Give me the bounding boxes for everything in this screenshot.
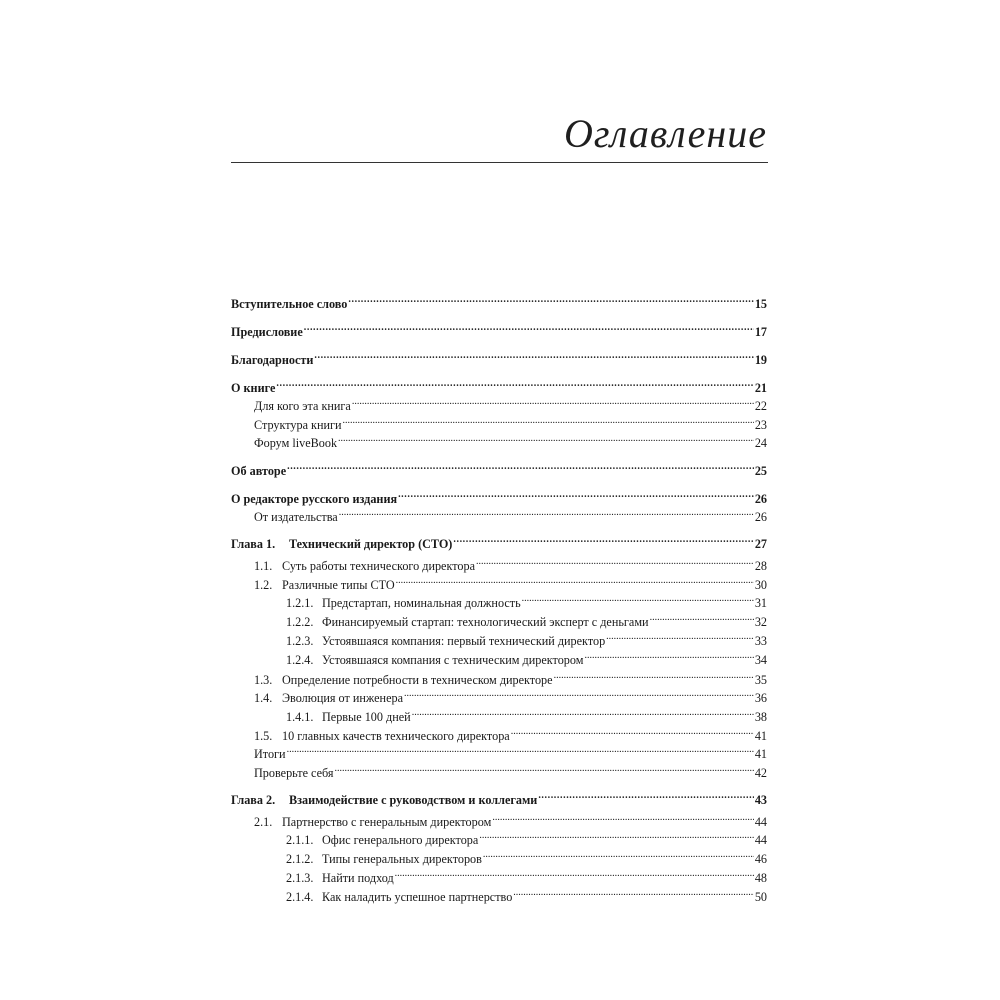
toc-entry-number: 2.1.1. <box>286 833 314 847</box>
toc-entry-page-number: 32 <box>754 615 767 629</box>
toc-leader-dots <box>276 374 753 392</box>
toc-entry-page-number: 23 <box>754 418 767 432</box>
toc-entry-label: О редакторе русского издания <box>231 492 398 506</box>
toc-entry-page-number: 42 <box>754 766 767 780</box>
toc-leader-dots <box>343 411 754 429</box>
toc-entry-label: Партнерство с генеральным директором <box>282 815 492 829</box>
toc-entry <box>286 845 767 866</box>
toc-entry-page-number: 38 <box>754 710 767 724</box>
toc-leader-dots <box>606 627 754 645</box>
toc-leader-dots <box>339 503 754 521</box>
toc-entry-page-number: 21 <box>754 381 767 395</box>
toc-entry <box>254 571 767 592</box>
toc-entry <box>254 429 767 450</box>
toc-entry-label: Устоявшаяся компания с техническим директором <box>322 653 584 667</box>
toc-entry <box>254 411 767 432</box>
toc-leader-dots <box>483 845 754 863</box>
toc-entry-page-number: 36 <box>754 691 767 705</box>
toc-leader-dots <box>335 759 754 777</box>
table-of-contents <box>231 0 767 1000</box>
toc-entry-page-number: 50 <box>754 890 767 904</box>
toc-entry <box>231 346 767 367</box>
toc-entry <box>231 318 767 339</box>
toc-entry-page-number: 22 <box>754 399 767 413</box>
toc-leader-dots <box>584 646 753 664</box>
toc-entry <box>254 666 767 687</box>
toc-entry-number: 2.1. <box>254 815 273 829</box>
toc-entry <box>254 759 767 780</box>
toc-entry-label: Устоявшаяся компания: первый технический директор <box>322 634 606 648</box>
toc-entry-page-number: 25 <box>754 464 767 478</box>
toc-leader-dots <box>287 457 754 475</box>
toc-entry-label: Предисловие <box>231 325 303 339</box>
toc-entry-label: 10 главных качеств технического директора <box>282 729 510 743</box>
toc-entry-label: Определение потребности в техническом директоре <box>282 673 553 687</box>
toc-entry-label: О книге <box>231 381 276 395</box>
toc-entry-page-number: 19 <box>754 353 767 367</box>
toc-entry-label: Финансируемый стартап: технологический эксперт с деньгами <box>322 615 649 629</box>
toc-entry-label: Различные типы CTO <box>282 578 395 592</box>
toc-entry-label: Предстартап, номинальная должность <box>322 596 521 610</box>
toc-entry-page-number: 17 <box>754 325 767 339</box>
toc-entry <box>231 457 767 478</box>
toc-entry-page-number: 31 <box>754 596 767 610</box>
toc-leader-dots <box>304 318 754 336</box>
toc-entry-number: 1.2.4. <box>286 653 314 667</box>
toc-entry-page-number: 44 <box>754 833 767 847</box>
toc-entry <box>286 646 767 667</box>
toc-entry <box>254 740 767 761</box>
toc-leader-dots <box>314 346 753 364</box>
toc-entry-page-number: 26 <box>754 510 767 524</box>
toc-entry <box>286 826 767 847</box>
toc-entry-label: Технический директор (CTO) <box>289 537 453 551</box>
toc-entry-number: 2.1.4. <box>286 890 314 904</box>
toc-entry-label: Типы генеральных директоров <box>322 852 482 866</box>
toc-entry-number: 1.2. <box>254 578 273 592</box>
toc-entry-label: Офис генерального директора <box>322 833 479 847</box>
toc-entry-number: Глава 1. <box>231 537 276 551</box>
page-title: Оглавление <box>563 111 767 156</box>
toc-entry-page-number: 26 <box>754 492 767 506</box>
toc-entry-label: Форум liveBook <box>254 436 338 450</box>
toc-entry-number: 2.1.2. <box>286 852 314 866</box>
toc-entry <box>231 786 767 807</box>
toc-leader-dots <box>476 552 754 570</box>
toc-leader-dots <box>479 826 754 844</box>
toc-leader-dots <box>395 864 754 882</box>
toc-leader-dots <box>522 589 754 607</box>
toc-entry-page-number: 30 <box>754 578 767 592</box>
toc-leader-dots <box>538 786 754 804</box>
toc-entry <box>254 392 767 413</box>
toc-leader-dots <box>338 429 754 447</box>
toc-entry-number: 2.1.3. <box>286 871 314 885</box>
toc-leader-dots <box>492 808 754 826</box>
toc-entry-number: 1.2.1. <box>286 596 314 610</box>
toc-entry-page-number: 33 <box>754 634 767 648</box>
toc-leader-dots <box>412 703 754 721</box>
toc-entry-page-number: 24 <box>754 436 767 450</box>
toc-entry-number: 1.2.3. <box>286 634 314 648</box>
toc-entry-label: Первые 100 дней <box>322 710 411 724</box>
toc-entry <box>286 608 767 629</box>
toc-entry <box>231 290 767 311</box>
toc-entry-label: Благодарности <box>231 353 314 367</box>
toc-entry-label: Вступительное слово <box>231 297 348 311</box>
toc-entry <box>286 864 767 885</box>
toc-entry-label: Суть работы технического директора <box>282 559 475 573</box>
toc-entry-label: Для кого эта книга <box>254 399 351 413</box>
toc-entry-page-number: 41 <box>754 747 767 761</box>
toc-entry-page-number: 46 <box>754 852 767 866</box>
toc-entry <box>286 589 767 610</box>
toc-entry-page-number: 35 <box>754 673 767 687</box>
toc-leader-dots <box>453 530 753 548</box>
toc-entry-number: 1.4. <box>254 691 273 705</box>
toc-entry-page-number: 34 <box>754 653 767 667</box>
toc-entry <box>286 883 767 904</box>
toc-entry-number: 1.1. <box>254 559 273 573</box>
toc-leader-dots <box>396 571 754 589</box>
toc-entry-page-number: 27 <box>754 537 767 551</box>
toc-leader-dots <box>511 722 754 740</box>
toc-entry-label: Как наладить успешное партнерство <box>322 890 513 904</box>
toc-leader-dots <box>352 392 754 410</box>
toc-leader-dots <box>404 684 754 702</box>
toc-entry-number: 1.4.1. <box>286 710 314 724</box>
toc-entry <box>286 703 767 724</box>
toc-entry <box>254 684 767 705</box>
toc-entry-label: Проверьте себя <box>254 766 334 780</box>
toc-leader-dots <box>348 290 753 308</box>
toc-entry-label: Эволюция от инженера <box>282 691 403 705</box>
toc-entry-label: Об авторе <box>231 464 287 478</box>
toc-leader-dots <box>398 485 754 503</box>
toc-entry-number: Глава 2. <box>231 793 276 807</box>
toc-entry-number: 1.3. <box>254 673 273 687</box>
toc-entry <box>254 722 767 743</box>
toc-leader-dots <box>287 740 754 758</box>
toc-entry <box>286 627 767 648</box>
toc-entry-label: Взаимодействие с руководством и коллегами <box>289 793 538 807</box>
toc-entry-page-number: 44 <box>754 815 767 829</box>
toc-entry-page-number: 48 <box>754 871 767 885</box>
toc-entry-number: 1.2.2. <box>286 615 314 629</box>
toc-entry-page-number: 41 <box>754 729 767 743</box>
toc-entry-page-number: 15 <box>754 297 767 311</box>
toc-entry <box>254 808 767 829</box>
toc-entry-label: Структура книги <box>254 418 342 432</box>
toc-leader-dots <box>650 608 754 626</box>
toc-leader-dots <box>513 883 754 901</box>
toc-entry <box>254 503 767 524</box>
toc-entry-label: От издательства <box>254 510 338 524</box>
toc-entry-page-number: 28 <box>754 559 767 573</box>
toc-entry <box>254 552 767 573</box>
toc-leader-dots <box>554 666 754 684</box>
toc-entry <box>231 530 767 551</box>
toc-entry <box>231 374 767 395</box>
toc-entry-number: 1.5. <box>254 729 273 743</box>
toc-entry-page-number: 43 <box>754 793 767 807</box>
toc-entry <box>231 485 767 506</box>
toc-entry-label: Найти подход <box>322 871 394 885</box>
toc-entry-label: Итоги <box>254 747 286 761</box>
